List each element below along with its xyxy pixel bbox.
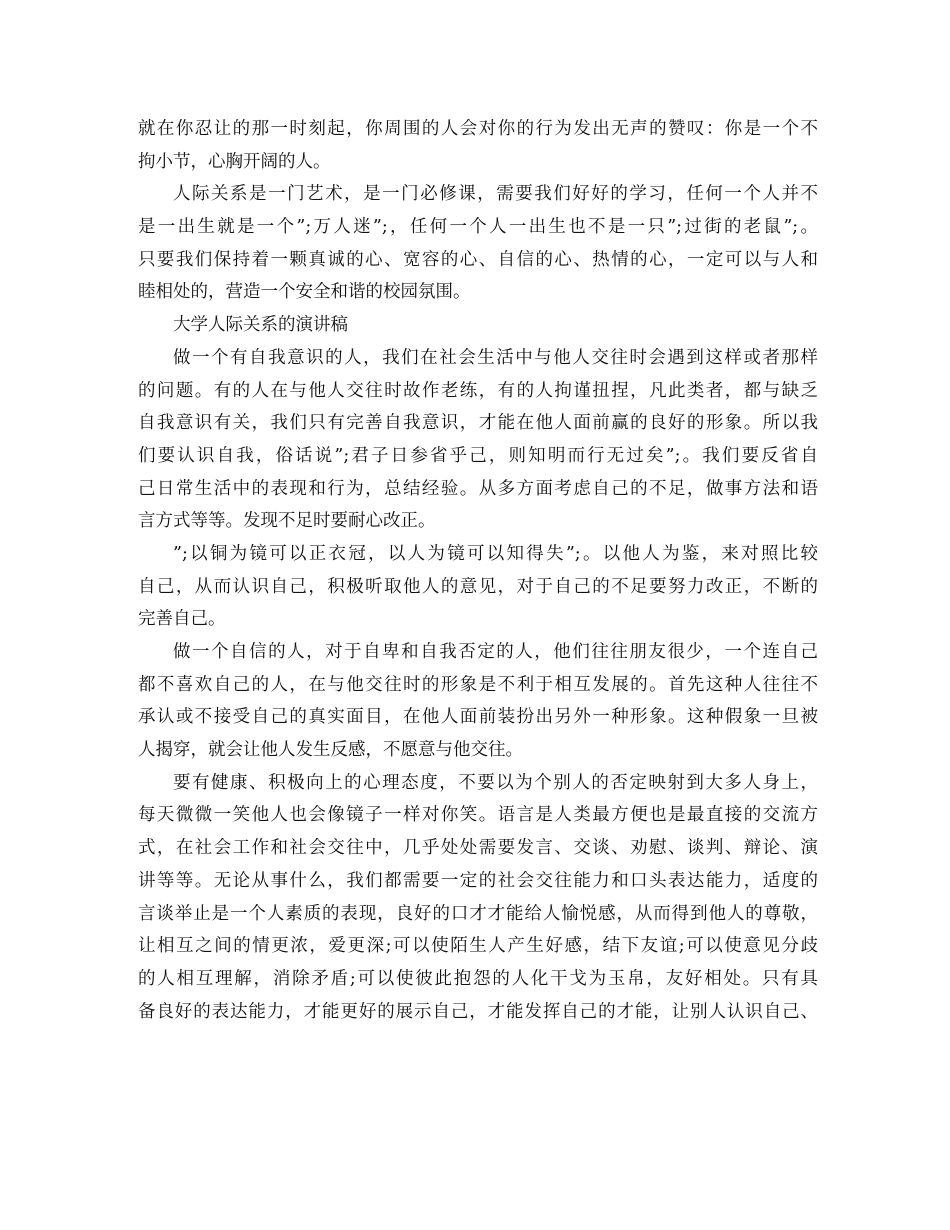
text-line: 承认或不接受自己的真实面目，在他人面前装扮出另外一种形象。这种假象一旦被 — [138, 707, 818, 728]
text-line: 的人相互理解，消除矛盾;可以使彼此抱怨的人化干戈为玉帛，友好相处。只有具 — [138, 968, 818, 989]
text-line: 做一个自信的人，对于自卑和自我否定的人，他们往往朋友很少，一个连自己 — [173, 642, 818, 662]
section-heading: 大学人际关系的演讲稿 — [173, 315, 348, 336]
text-line: 睦相处的，营造一个安全和谐的校园氛围。 — [138, 282, 471, 303]
text-line: 要有健康、积极向上的心理态度，不要以为个别人的否定映射到大多人身上， — [173, 772, 818, 793]
text-line: 是一出生就是一个”;万人迷”;，任何一个人一出生也不是一只”;过街的老鼠”;。 — [138, 217, 818, 238]
text-line: 言谈举止是一个人素质的表现，良好的口才才能给人愉悦感，从而得到他人的尊敬， — [138, 903, 818, 924]
text-line: 每天微微一笑他人也会像镜子一样对你笑。语言是人类最方便也是最直接的交流方 — [138, 805, 818, 826]
text-line: 的问题。有的人在与他人交往时故作老练，有的人拘谨扭捏，凡此类者，都与缺乏 — [138, 380, 818, 401]
text-line: 让相互之间的情更浓，爱更深;可以使陌生人产生好感，结下友谊;可以使意见分歧 — [138, 936, 818, 957]
text-line: 自我意识有关，我们只有完善自我意识，才能在他人面前赢的良好的形象。所以我 — [138, 413, 818, 434]
text-line: 人揭穿，就会让他人发生反感，不愿意与他交往。 — [138, 740, 523, 761]
text-line: 人际关系是一门艺术，是一门必修课，需要我们好好的学习，任何一个人并不 — [173, 184, 818, 205]
text-line: 完善自己。 — [138, 609, 226, 630]
document-body — [138, 113, 818, 1028]
text-line: ”;以铜为镜可以正衣冠，以人为镜可以知得失”;。以他人为鉴，来对照比较 — [173, 543, 818, 564]
text-line: 们要认识自我，俗话说”;君子日参省乎己，则知明而行无过矣”;。我们要反省自 — [138, 445, 818, 466]
text-line: 备良好的表达能力，才能更好的展示自己，才能发挥自己的才能，让别人认识自己、 — [138, 1001, 818, 1022]
text-line: 就在你忍让的那一时刻起，你周围的人会对你的行为发出无声的赞叹：你是一个不 — [138, 119, 818, 139]
text-line: 言方式等等。发现不足时要耐心改正。 — [138, 511, 436, 532]
text-line: 都不喜欢自己的人，在与他交往时的形象是不利于相互发展的。首先这种人往往不 — [138, 674, 818, 695]
text-line: 做一个有自我意识的人，我们在社会生活中与他人交往时会遇到这样或者那样 — [173, 347, 818, 368]
text-line: 只要我们保持着一颗真诚的心、宽容的心、自信的心、热情的心，一定可以与人和 — [138, 249, 818, 270]
text-line: 讲等等。无论从事什么，我们都需要一定的社会交往能力和口头表达能力，适度的 — [138, 870, 818, 891]
text-line: 己日常生活中的表现和行为，总结经验。从多方面考虑自己的不足，做事方法和语 — [138, 478, 818, 499]
text-line: 自己，从而认识自己，积极听取他人的意见，对于自己的不足要努力改正，不断的 — [138, 576, 818, 597]
text-line: 式，在社会工作和社会交往中，几乎处处需要发言、交谈、劝慰、谈判、辩论、演 — [138, 838, 818, 859]
text-line: 拘小节，心胸开阔的人。 — [138, 151, 331, 172]
